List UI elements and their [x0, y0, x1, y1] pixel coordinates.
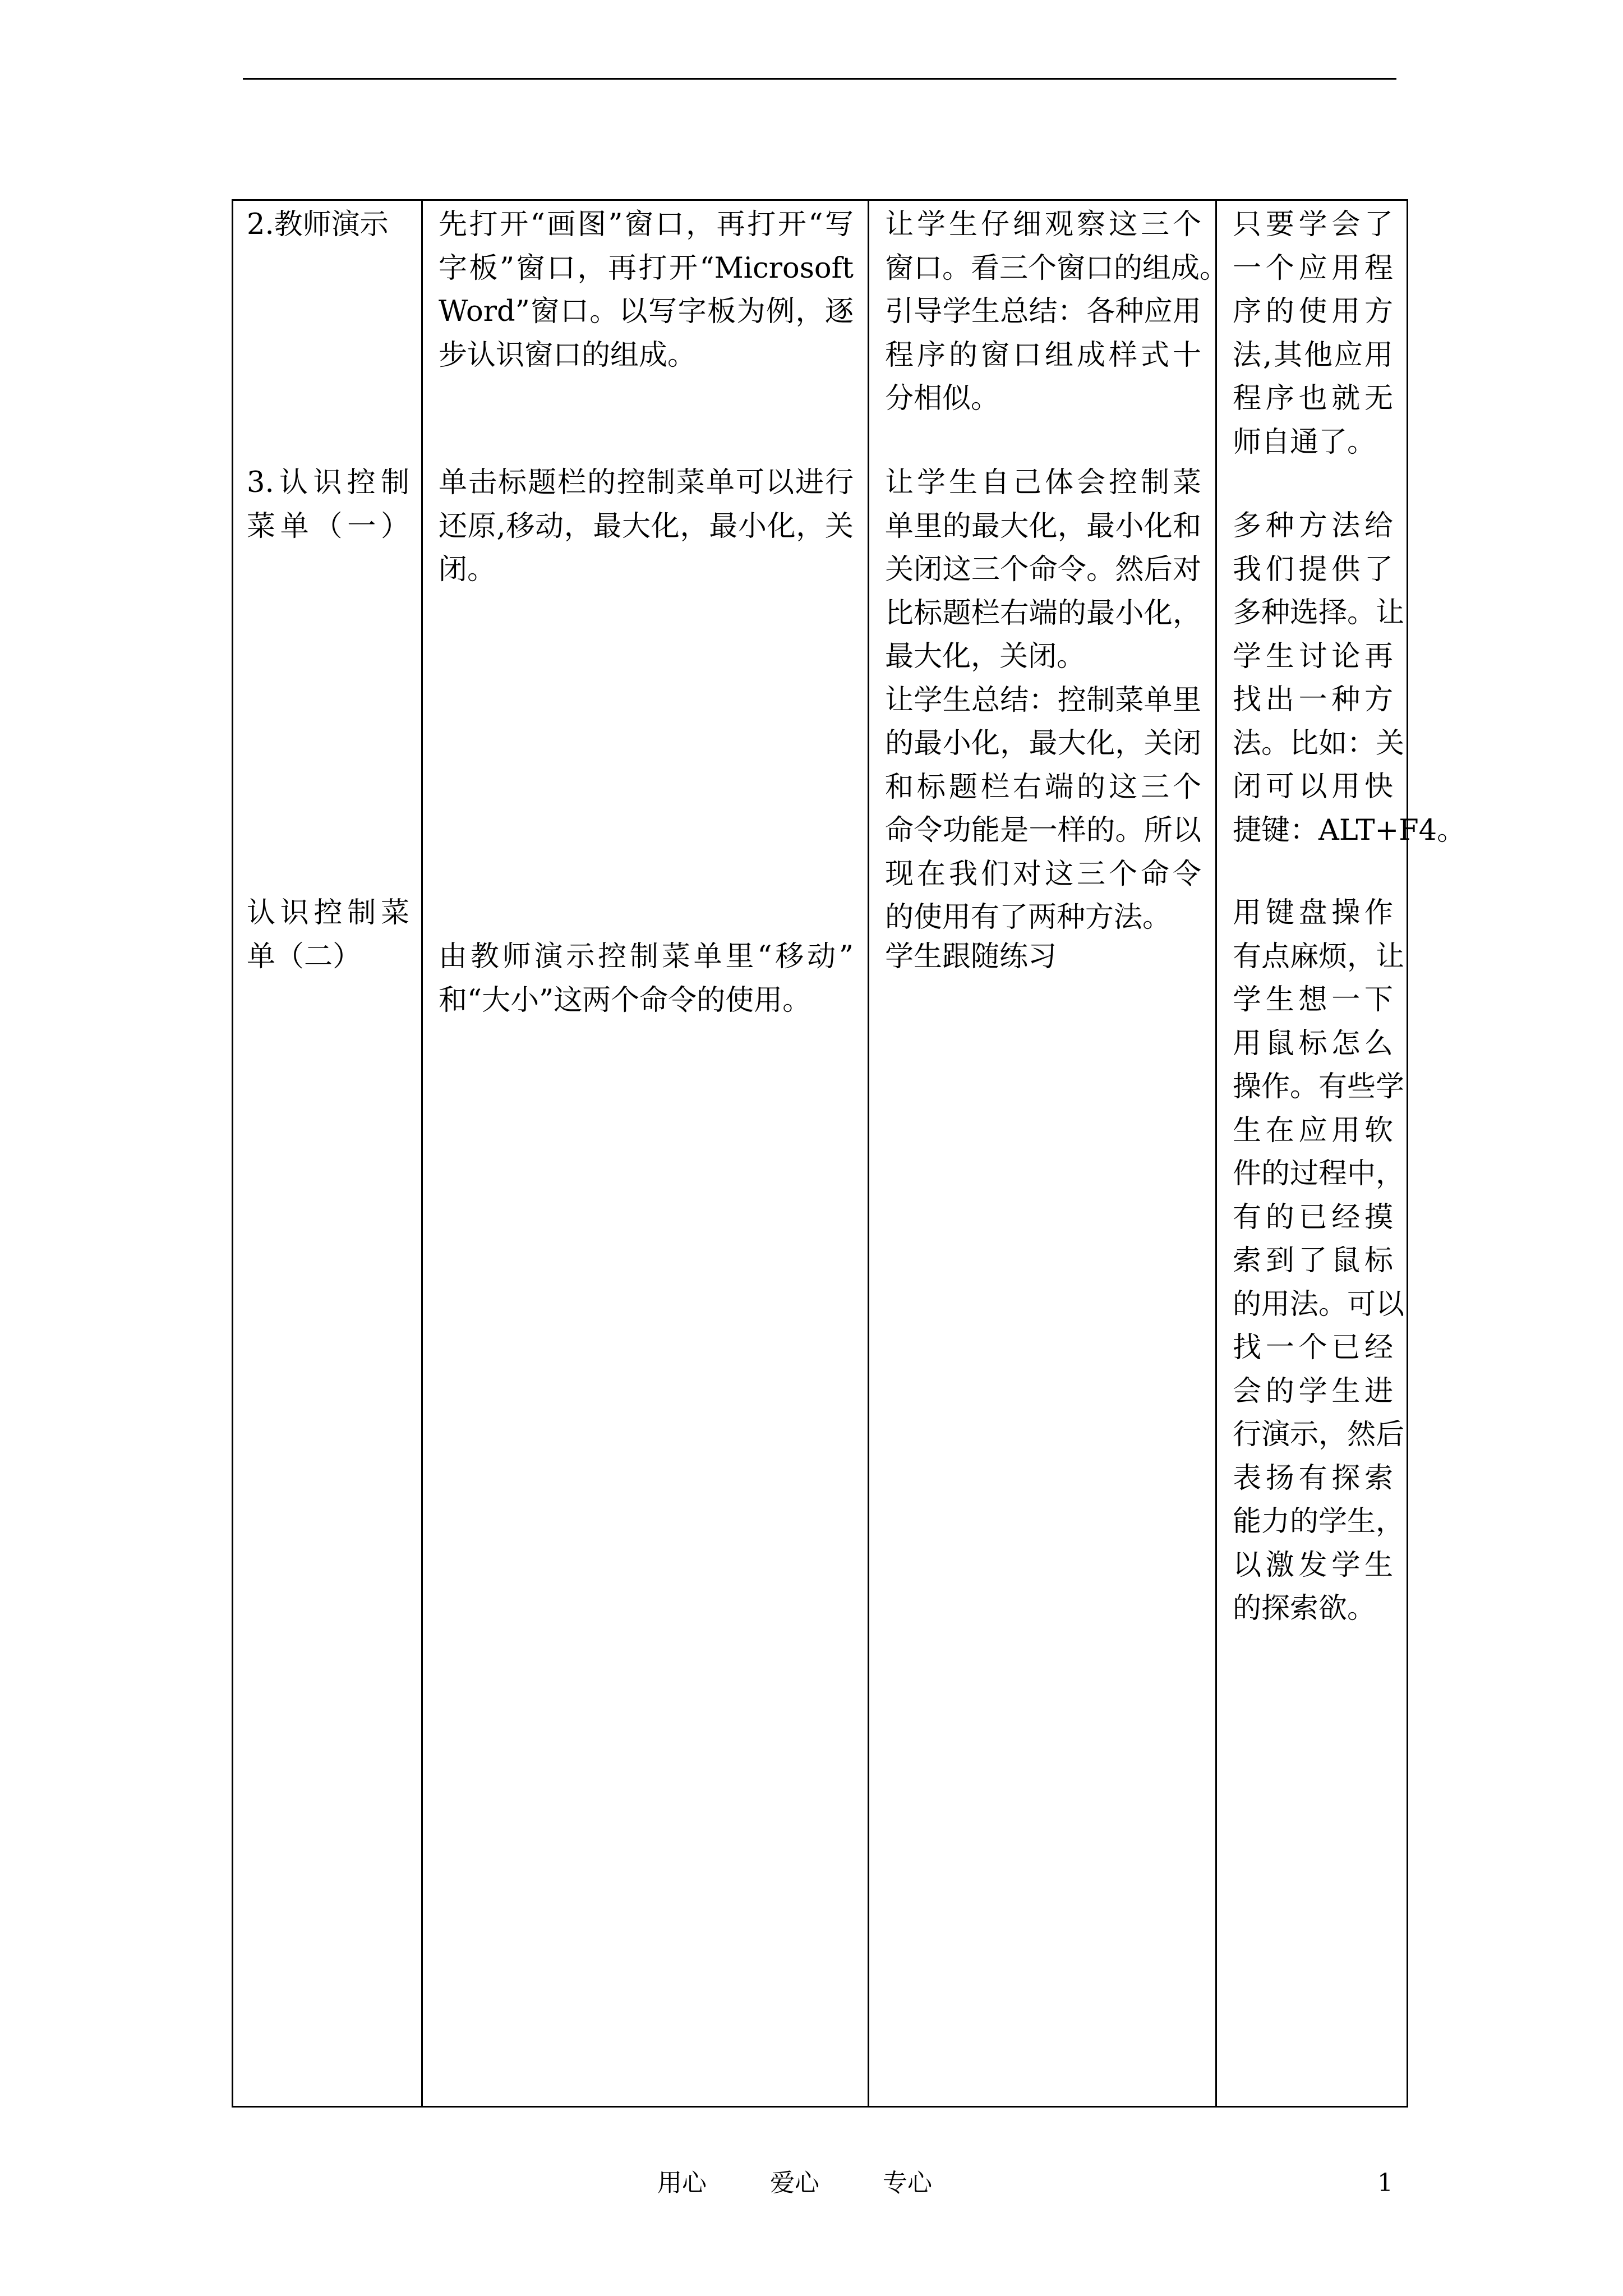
row1-teacher-cell — [439, 203, 854, 377]
row2-notes-line: 我们提供了 — [1233, 553, 1393, 586]
row1-teacher-line: Word”窗口。以写字板为例，逐 — [439, 295, 854, 328]
row3-notes-line: 有点麻烦，让 — [1233, 940, 1405, 973]
row3-notes-line: 的探索欲。 — [1233, 1592, 1376, 1625]
row3-notes-line: 的用法。可以 — [1233, 1287, 1405, 1321]
row1-student-line: 让学生仔细观察这三个 — [885, 208, 1201, 241]
header-rule — [243, 78, 1396, 80]
column-divider-3 — [1215, 199, 1217, 2108]
row1-notes-cell — [1233, 203, 1393, 464]
row2-notes-line: 学生讨论再 — [1233, 639, 1393, 673]
row2-notes-line: 法。比如：关 — [1233, 726, 1405, 760]
row1-notes-line: 只要学会了 — [1233, 208, 1393, 241]
footer-motto-2: 爱心 — [770, 2169, 819, 2197]
row1-notes-line: 序的使用方 — [1233, 295, 1393, 328]
row3-notes-line: 表扬有探索 — [1233, 1461, 1393, 1495]
row2-student-line: 让学生总结：控制菜单里 — [885, 683, 1201, 717]
row1-notes-line: 法,其他应用 — [1233, 338, 1393, 372]
row1-notes-line: 师自通了。 — [1233, 425, 1376, 459]
row2-student-line: 和标题栏右端的这三个 — [885, 770, 1201, 804]
row3-step-line: 认识控制菜 — [247, 896, 409, 930]
row1-step-cell — [247, 203, 409, 247]
row2-notes-line: 多种方法给 — [1233, 509, 1393, 542]
row2-teacher-line: 单击标题栏的控制菜单可以进行 — [439, 466, 854, 499]
row2-student-line: 关闭这三个命令。然后对 — [885, 553, 1201, 586]
row2-notes-cell — [1233, 504, 1466, 852]
row1-notes-line: 一个应用程 — [1233, 251, 1393, 285]
row1-student-line: 分相似。 — [885, 382, 1000, 415]
row2-step-line: 菜单（一） — [247, 509, 409, 543]
row2-student-line: 的使用有了两种方法。 — [885, 901, 1172, 934]
row1-teacher-line: 先打开“画图”窗口，再打开“写 — [439, 208, 854, 241]
footer-motto-1: 用心 — [657, 2169, 707, 2197]
row1-student-cell — [885, 203, 1229, 421]
row2-student-line: 单里的最大化，最小化和 — [885, 509, 1201, 543]
row2-student-line: 现在我们对这三个命令 — [885, 857, 1201, 891]
row1-student-line: 程序的窗口组成样式十 — [885, 338, 1201, 372]
row1-student-line: 引导学生总结：各种应用 — [885, 295, 1201, 328]
row3-teacher-line: 由教师演示控制菜单里“移动” — [439, 940, 854, 973]
row2-step-cell — [247, 461, 409, 548]
row3-notes-line: 操作。有些学 — [1233, 1070, 1405, 1103]
row2-student-line: 的最小化，最大化，关闭 — [885, 727, 1201, 760]
row1-notes-line: 程序也就无 — [1233, 382, 1393, 415]
row2-student-line: 最大化，关闭。 — [885, 640, 1086, 673]
row2-student-line: 让学生自己体会控制菜 — [885, 466, 1201, 499]
row3-notes-line: 生在应用软 — [1233, 1114, 1393, 1147]
row2-teacher-line: 闭。 — [439, 553, 496, 586]
row2-step-line: 3.认识控制 — [247, 466, 409, 499]
row3-student-line: 学生跟随练习 — [885, 940, 1057, 973]
page-number: 1 — [1377, 2169, 1393, 2197]
row2-teacher-cell — [439, 461, 854, 592]
row1-teacher-line: 步认识窗口的组成。 — [439, 338, 697, 372]
row1-teacher-line: 字板”窗口，再打开“Microsoft — [439, 251, 854, 285]
row3-notes-line: 找一个已经 — [1233, 1331, 1393, 1364]
row3-notes-line: 用键盘操作 — [1233, 896, 1393, 930]
row3-teacher-line: 和“大小”这两个命令的使用。 — [439, 983, 811, 1017]
row3-notes-line: 行演示，然后 — [1233, 1418, 1405, 1451]
row3-notes-line: 索到了鼠标 — [1233, 1244, 1393, 1277]
row3-notes-line: 件的过程中， — [1233, 1157, 1405, 1190]
row2-notes-line: 找出一种方 — [1233, 683, 1393, 716]
row3-student-cell — [885, 935, 1201, 979]
row2-notes-line: 捷键：ALT+F4。 — [1233, 813, 1466, 847]
row3-notes-cell — [1233, 891, 1405, 1631]
row2-student-line: 命令功能是一样的。所以 — [885, 814, 1201, 847]
row3-notes-line: 用鼠标怎么 — [1233, 1027, 1393, 1060]
row2-teacher-line: 还原,移动，最大化，最小化，关 — [439, 509, 854, 543]
row2-student-line: 比标题栏右端的最小化， — [885, 596, 1201, 630]
row2-notes-line: 多种选择。让 — [1233, 596, 1405, 629]
row2-student-cell — [885, 461, 1201, 940]
footer-motto-3: 专心 — [883, 2169, 932, 2197]
row3-notes-line: 学生想一下 — [1233, 983, 1393, 1016]
row3-step-cell — [247, 891, 409, 978]
row3-notes-line: 有的已经摸 — [1233, 1200, 1393, 1234]
row3-notes-line: 以激发学生 — [1233, 1548, 1393, 1582]
row1-step-line: 2.教师演示 — [247, 208, 389, 241]
column-divider-2 — [868, 199, 869, 2108]
column-divider-1 — [421, 199, 423, 2108]
row3-teacher-cell — [439, 935, 854, 1022]
row1-student-line: 窗口。看三个窗口的组成。 — [885, 251, 1229, 285]
row3-notes-line: 会的学生进 — [1233, 1374, 1393, 1408]
row3-step-line: 单（二） — [247, 940, 362, 973]
row3-notes-line: 能力的学生， — [1233, 1505, 1405, 1538]
row2-notes-line: 闭可以用快 — [1233, 770, 1393, 803]
